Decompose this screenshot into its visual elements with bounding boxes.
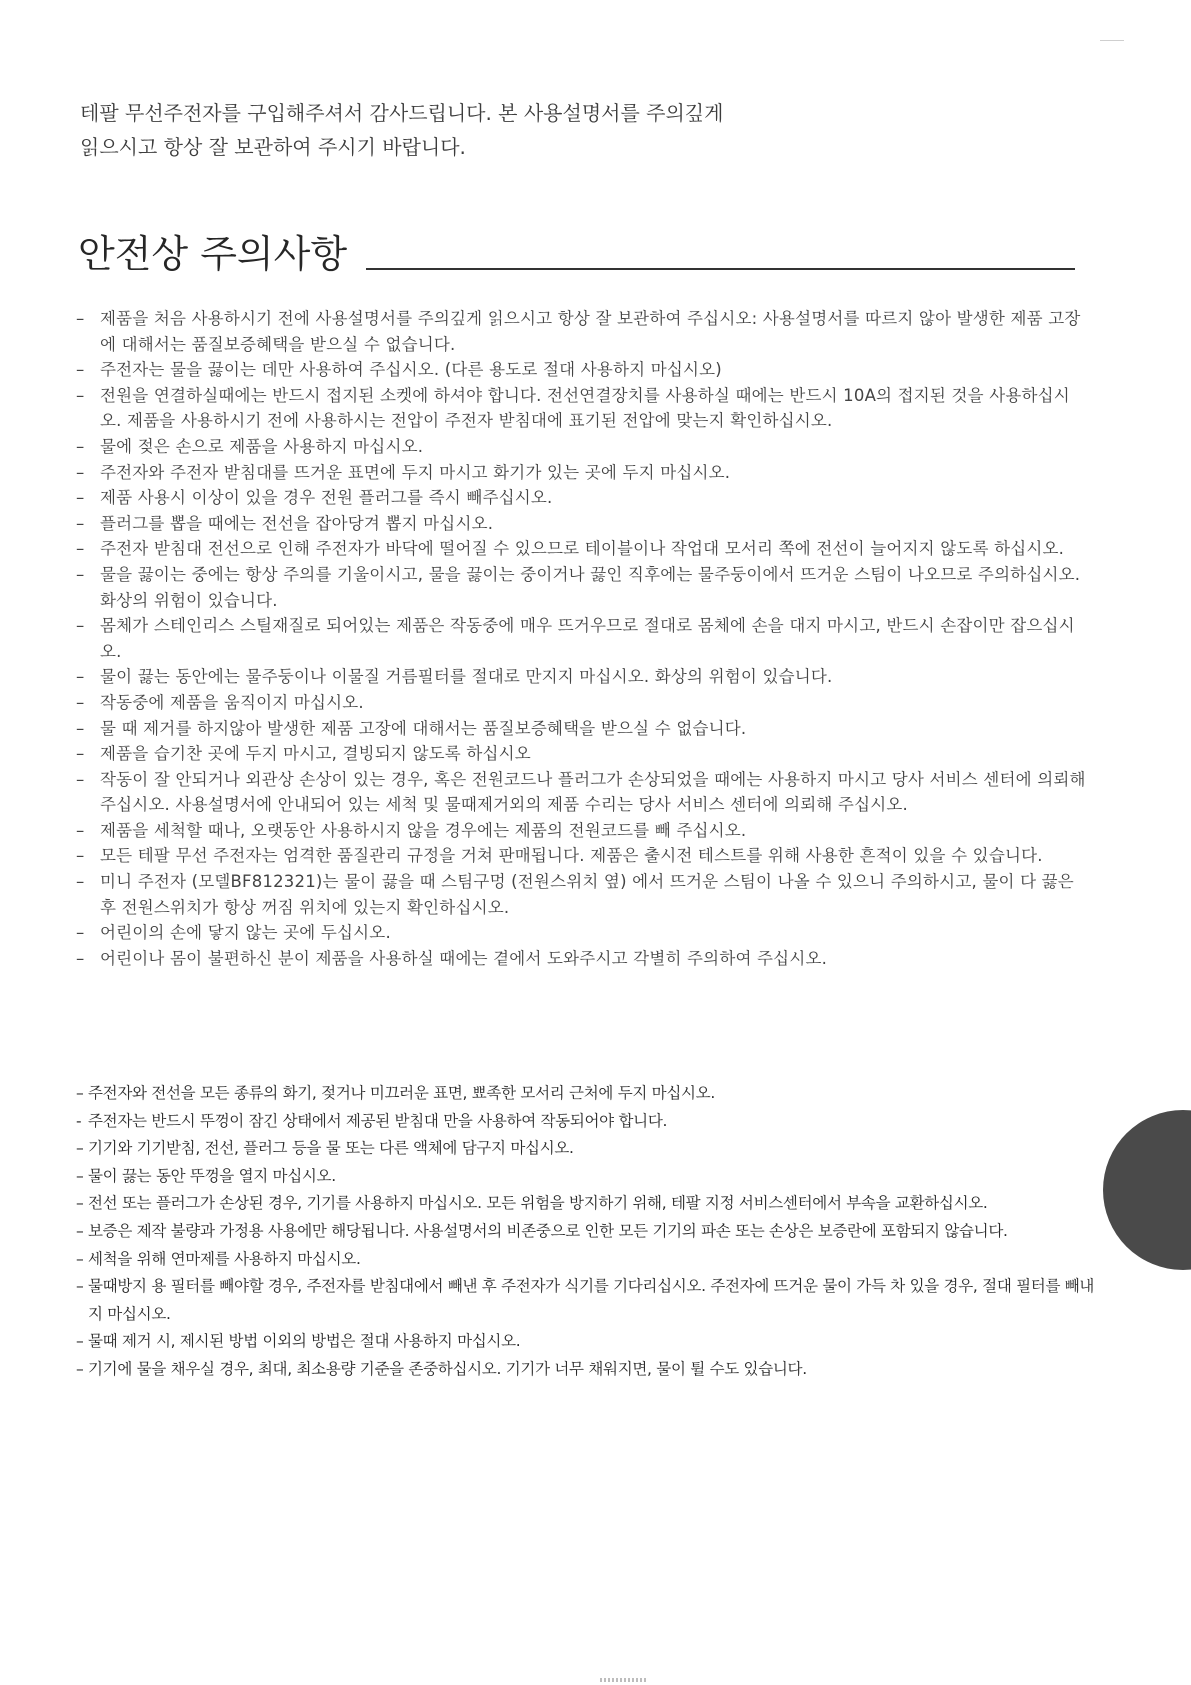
heading-rule	[366, 268, 1075, 270]
extra-item-text: 기기와 기기받침, 전선, 플러그 등을 물 또는 다른 액체에 담구지 마십시오.	[88, 1139, 574, 1158]
safety-item-text: 어린이의 손에 닿지 않는 곳에 두십시오.	[100, 923, 391, 943]
bullet-dash: –	[76, 1249, 84, 1268]
extra-item-text: 물이 끓는 동안 뚜껑을 열지 마십시오.	[88, 1166, 336, 1185]
safety-item-text: 물이 끓는 동안에는 물주둥이나 이물질 거름필터를 절대로 만지지 마십시오. 화상의 위험이 있습니다.	[100, 667, 833, 687]
safety-item-text: 주전자 받침대 전선으로 인해 주전자가 바닥에 떨어질 수 있으므로 테이블이나 작업대 모서리 쪽에 전선이 늘어지지 않도록 하십시오.	[100, 539, 1065, 559]
safety-item	[76, 613, 1086, 664]
safety-item-text: 어린이나 몸이 불편하신 분이 제품을 사용하실 때에는 곁에서 도와주시고 각별히 주의하여 주십시오.	[100, 948, 828, 968]
bullet-dash: –	[76, 820, 85, 840]
bullet-dash: –	[76, 385, 85, 405]
safety-item	[76, 767, 1086, 818]
bullet-dash: –	[76, 513, 85, 533]
extra-item	[76, 1135, 1106, 1163]
bullet-dash: –	[76, 744, 85, 764]
bullet-dash: –	[76, 1332, 84, 1351]
extra-item	[76, 1218, 1106, 1246]
safety-item-text: 플러그를 뽑을 때에는 전선을 잡아당겨 뽑지 마십시오.	[100, 513, 494, 533]
bullet-dash: –	[76, 1166, 84, 1185]
extra-item-text: 보증은 제작 불량과 가정용 사용에만 해당됩니다. 사용설명서의 비존중으로 인한 모든 기기의 파손 또는 손상은 보증란에 포함되지 않습니다.	[88, 1221, 1008, 1240]
bullet-dash: –	[76, 718, 85, 738]
safety-item	[76, 562, 1086, 613]
bullet-dash: –	[76, 1194, 84, 1213]
bullet-dash: –	[76, 846, 85, 866]
bullet-dash: –	[76, 667, 85, 687]
extra-item-text: 물때방지 용 필터를 빼야할 경우, 주전자를 받침대에서 빼낸 후 주전자가 식기를 기다리십시오. 주전자에 뜨거운 물이 가득 차 있을 경우, 절대 필터를 빼내지 마십시오.	[88, 1277, 1095, 1323]
extra-item	[76, 1328, 1106, 1356]
bullet-dash: –	[76, 436, 85, 456]
safety-item	[76, 843, 1086, 869]
bullet-dash: –	[76, 564, 85, 584]
safety-item	[76, 946, 1086, 972]
chapter-tab-marker	[1103, 1110, 1191, 1270]
safety-item-text: 물에 젖은 손으로 제품을 사용하지 마십시오.	[100, 436, 424, 456]
extra-item-text: 세척을 위해 연마제를 사용하지 마십시오.	[88, 1249, 361, 1268]
bullet-dash: –	[76, 923, 85, 943]
safety-item	[76, 434, 1086, 460]
bullet-dash: –	[76, 462, 85, 482]
bullet-dash: –	[76, 1139, 84, 1158]
intro-text	[80, 96, 1080, 164]
section-heading: 안전상 주의사항	[78, 232, 348, 276]
safety-item-text: 제품을 세척할 때나, 오랫동안 사용하시지 않을 경우에는 제품의 전원코드를 빼 주십시오.	[100, 820, 747, 840]
bullet-dash: –	[76, 1359, 84, 1378]
bullet-dash: –	[76, 692, 85, 712]
extra-item	[76, 1163, 1106, 1191]
safety-list	[76, 306, 1086, 971]
additional-safety-list	[76, 1080, 1106, 1384]
section-heading-row	[78, 226, 1075, 282]
safety-item	[76, 869, 1086, 920]
intro-line-2: 읽으시고 항상 잘 보관하여 주시기 바랍니다.	[80, 135, 466, 159]
safety-item-text: 제품을 처음 사용하시기 전에 사용설명서를 주의깊게 읽으시고 항상 잘 보관하여 주십시오: 사용설명서를 따르지 않아 발생한 제품 고장에 대해서는 품질보증혜택을 받으실 수 없습니다.	[100, 309, 1081, 354]
bullet-dash: –	[76, 872, 85, 892]
bullet-dash: –	[76, 360, 85, 380]
bullet-dash: –	[76, 539, 85, 559]
safety-item	[76, 741, 1086, 767]
safety-item	[76, 664, 1086, 690]
extra-item	[76, 1273, 1106, 1328]
safety-item	[76, 485, 1086, 511]
extra-item	[76, 1190, 1106, 1218]
bullet-dash: –	[76, 1277, 84, 1296]
safety-item	[76, 818, 1086, 844]
extra-item-text: 주전자와 전선을 모든 종류의 화기, 젖거나 미끄러운 표면, 뾰족한 모서리 근처에 두지 마십시오.	[88, 1084, 715, 1102]
bullet-dash: –	[76, 1221, 84, 1240]
bullet-dash: –	[76, 1084, 84, 1102]
bullet-dash: –	[76, 616, 85, 636]
corner-crop-mark	[1100, 40, 1124, 41]
safety-item-text: 제품 사용시 이상이 있을 경우 전원 플러그를 즉시 빼주십시오.	[100, 488, 553, 508]
extra-item-text: 기기에 물을 채우실 경우, 최대, 최소용량 기준을 존중하십시오. 기기가 너무 채워지면, 물이 튈 수도 있습니다.	[88, 1359, 807, 1378]
extra-item	[76, 1108, 1106, 1136]
safety-item	[76, 690, 1086, 716]
safety-item	[76, 357, 1086, 383]
safety-item-text: 주전자는 물을 끓이는 데만 사용하여 주십시오. (다른 용도로 절대 사용하지 마십시오)	[100, 360, 722, 380]
extra-item-text: 물때 제거 시, 제시된 방법 이외의 방법은 절대 사용하지 마십시오.	[88, 1332, 521, 1351]
safety-item-text: 몸체가 스테인리스 스틸재질로 되어있는 제품은 작동중에 매우 뜨거우므로 절대로 몸체에 손을 대지 마시고, 반드시 손잡이만 잡으십시오.	[100, 616, 1075, 661]
extra-item-text: 전선 또는 플러그가 손상된 경우, 기기를 사용하지 마십시오. 모든 위험을 방지하기 위해, 테팔 지정 서비스센터에서 부속을 교환하십시오.	[88, 1194, 988, 1213]
bottom-crop-mark	[600, 1678, 648, 1682]
safety-item-text: 주전자와 주전자 받침대를 뜨거운 표면에 두지 마시고 화기가 있는 곳에 두지 마십시오.	[100, 462, 731, 482]
safety-item	[76, 536, 1086, 562]
safety-item-text: 물을 끓이는 중에는 항상 주의를 기울이시고, 물을 끓이는 중이거나 끓인 직후에는 물주둥이에서 뜨거운 스팀이 나오므로 주의하십시오. 화상의 위험이 있습니다.	[100, 564, 1081, 610]
safety-item	[76, 460, 1086, 486]
safety-item-text: 전원을 연결하실때에는 반드시 접지된 소켓에 하셔야 합니다. 전선연결장치를 사용하실 때에는 반드시 10A의 접지된 것을 사용하십시오. 제품을 사용하시기 전에 사용하시는 전압이 주전자 받침대에 표기된 전압에 맞는지 확인하십시오.	[100, 385, 1070, 431]
extra-item	[76, 1246, 1106, 1274]
bullet-dash: -	[76, 1111, 82, 1130]
safety-item	[76, 511, 1086, 537]
safety-item-text: 작동이 잘 안되거나 외관상 손상이 있는 경우, 혹은 전원코드나 플러그가 손상되었을 때에는 사용하지 마시고 당사 서비스 센터에 의뢰해 주십시오. 사용설명서에 안내되어 있는 세척 및 물때제거외의 제품 수리는 당사 서비스 센터에 의뢰해 주십시오.	[100, 769, 1086, 815]
extra-item	[76, 1080, 1106, 1108]
safety-item-text: 모든 테팔 무선 주전자는 엄격한 품질관리 규정을 거쳐 판매됩니다. 제품은 출시전 테스트를 위해 사용한 흔적이 있을 수 있습니다.	[100, 846, 1043, 866]
extra-item-text: 주전자는 반드시 뚜껑이 잠긴 상태에서 제공된 받침대 만을 사용하여 작동되어야 합니다.	[88, 1111, 668, 1130]
safety-item	[76, 383, 1086, 434]
bullet-dash: –	[76, 948, 85, 968]
safety-item	[76, 306, 1086, 357]
safety-item	[76, 920, 1086, 946]
bullet-dash: –	[76, 488, 85, 508]
bullet-dash: –	[76, 309, 85, 328]
safety-item-text: 미니 주전자 (모델BF812321)는 물이 끓을 때 스팀구멍 (전원스위치 옆) 에서 뜨거운 스팀이 나올 수 있으니 주의하시고, 물이 다 끓은 후 전원스위치가 항상 꺼짐 위치에 있는지 확인하십시오.	[100, 872, 1074, 917]
safety-item-text: 물 때 제거를 하지않아 발생한 제품 고장에 대해서는 품질보증혜택을 받으실 수 없습니다.	[100, 718, 747, 738]
extra-item	[76, 1356, 1106, 1384]
bullet-dash: –	[76, 769, 85, 789]
safety-item	[76, 716, 1086, 742]
safety-item-text: 작동중에 제품을 움직이지 마십시오.	[100, 692, 364, 712]
intro-line-1: 테팔 무선주전자를 구입해주셔서 감사드립니다. 본 사용설명서를 주의깊게	[80, 101, 724, 125]
safety-item-text: 제품을 습기찬 곳에 두지 마시고, 결빙되지 않도록 하십시오	[100, 744, 531, 764]
